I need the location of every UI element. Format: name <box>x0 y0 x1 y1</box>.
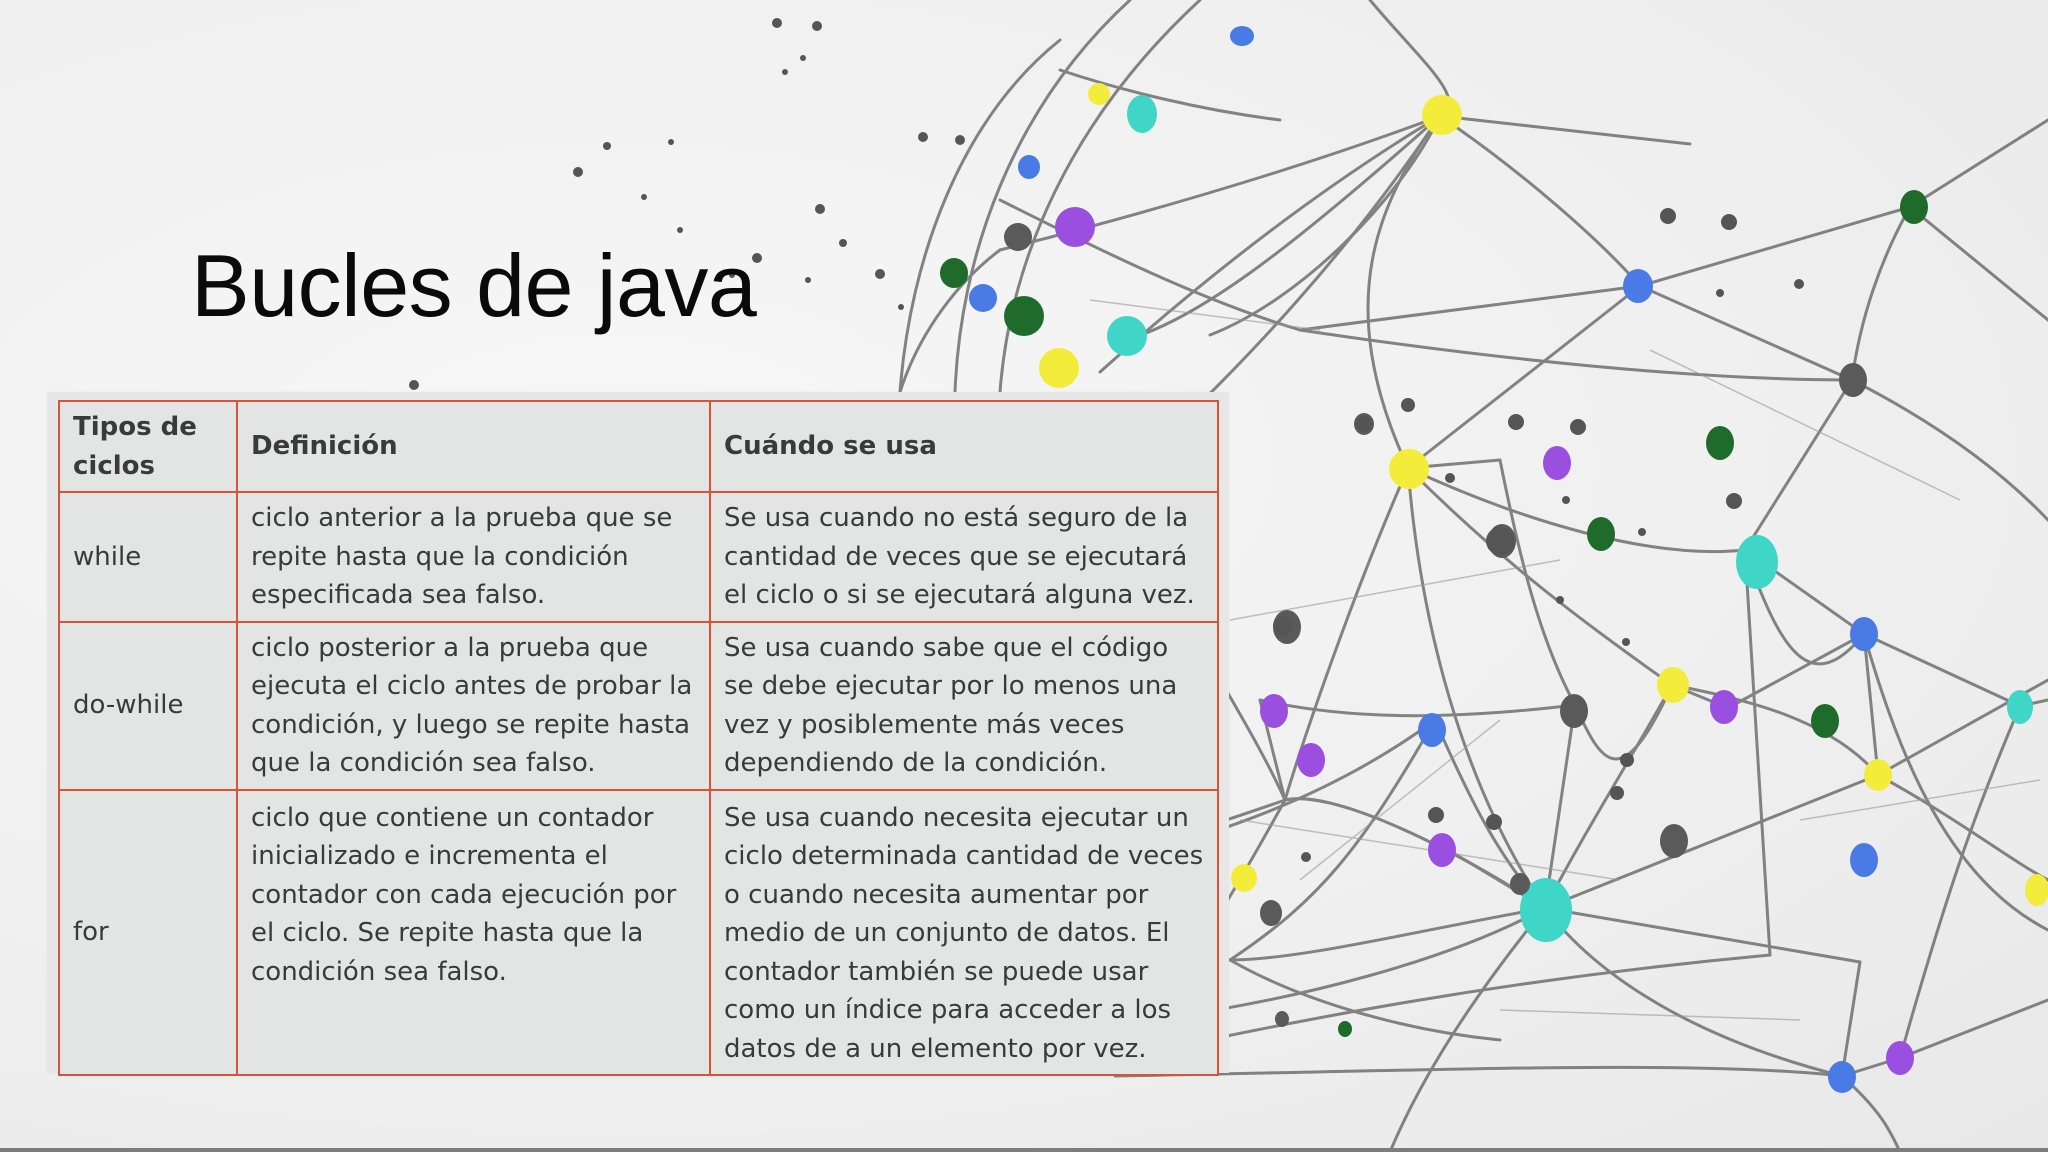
cell-usage: Se usa cuando no está seguro de la cantidad de veces que se ejecutará el ciclo o si se ejecutará alguna vez. <box>710 492 1218 622</box>
table-row <box>59 622 1218 790</box>
cell-definition: ciclo anterior a la prueba que se repite hasta que la condición especificada sea falso. <box>237 492 710 622</box>
cell-usage: Se usa cuando necesita ejecutar un ciclo determinada cantidad de veces o cuando necesita aumentar por medio de un conjunto de datos. El contador también se puede usar como un índice para acceder a los datos de a un elemento por vez. <box>710 790 1218 1076</box>
slide-title: Bucles de java <box>191 236 757 335</box>
header-cell-type: Tipos de ciclos <box>59 401 237 492</box>
cell-definition: ciclo posterior a la prueba que ejecuta el ciclo antes de probar la condición, y luego se repite hasta que la condición sea falso. <box>237 622 710 790</box>
cell-usage: Se usa cuando sabe que el código se debe ejecutar por lo menos una vez y posiblemente más veces dependiendo de la condición. <box>710 622 1218 790</box>
cell-definition: ciclo que contiene un contador inicializado e incrementa el contador con cada ejecución por el ciclo. Se repite hasta que la condición sea falso. <box>237 790 710 1076</box>
table-row <box>59 492 1218 622</box>
table-header-row <box>59 401 1218 492</box>
header-cell-definition: Definición <box>237 401 710 492</box>
header-cell-usage: Cuándo se usa <box>710 401 1218 492</box>
loops-table <box>58 400 1219 1076</box>
bottom-edge-line <box>0 1148 2048 1152</box>
cell-type: do-while <box>59 622 237 790</box>
loops-table-panel <box>47 392 1229 1073</box>
cell-type: while <box>59 492 237 622</box>
table-row <box>59 790 1218 1076</box>
cell-type: for <box>59 790 237 1076</box>
